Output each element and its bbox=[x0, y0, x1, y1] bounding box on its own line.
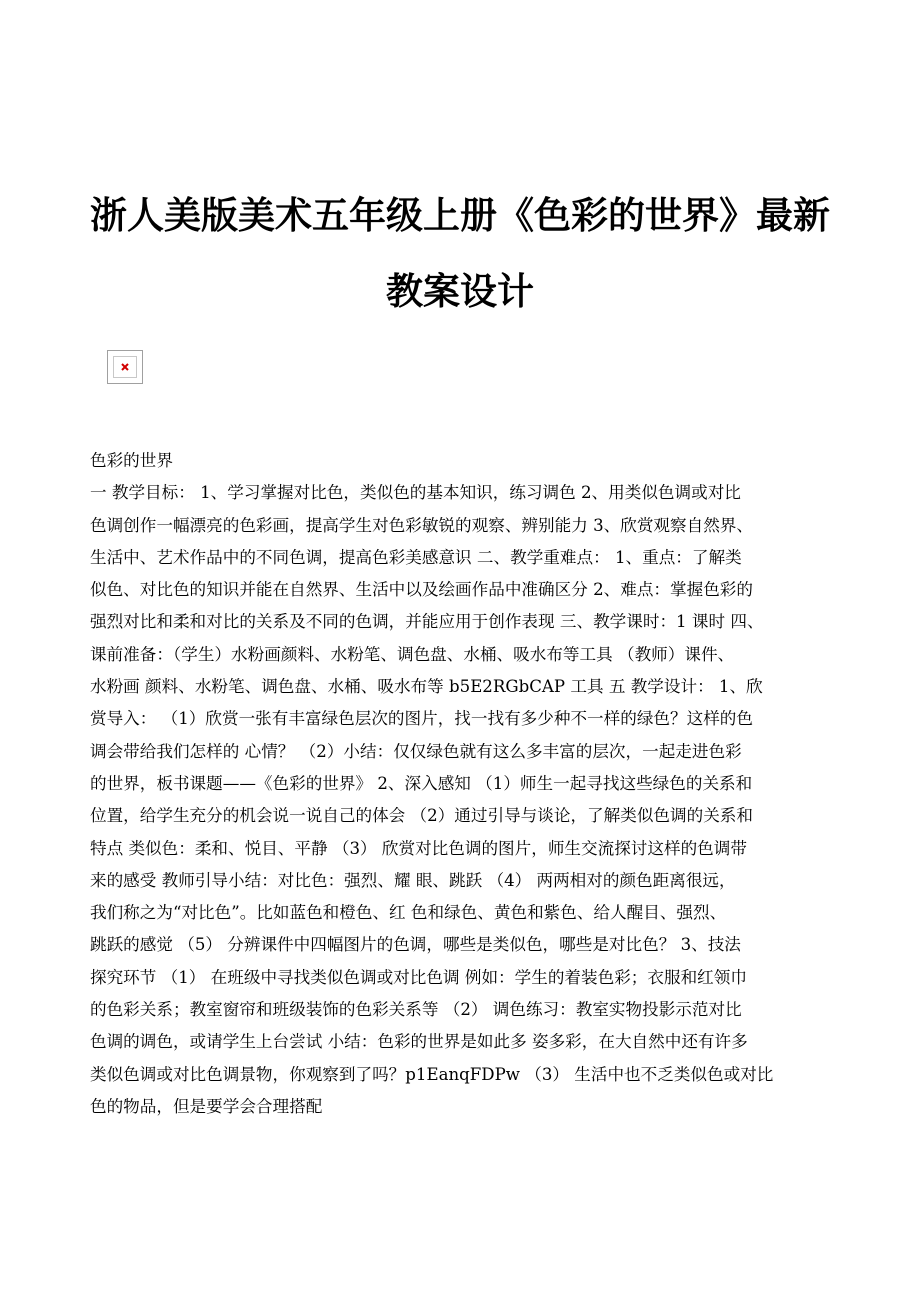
body-line: 色彩的世界 bbox=[90, 451, 173, 470]
broken-image-frame bbox=[113, 356, 137, 378]
broken-image-icon bbox=[120, 362, 130, 372]
body-line: 特点 类似色：柔和、悦目、平静 （3） 欣赏对比色调的图片，师生交流探讨这样的色调带 bbox=[90, 838, 747, 858]
body-line: 一 教学目标： 1、学习掌握对比色，类似色的基本知识，练习调色 2、用类似色调或对比 bbox=[90, 483, 741, 503]
document-body bbox=[90, 445, 835, 1123]
body-line: 生活中、艺术作品中的不同色调，提高色彩美感意识 二、教学重难点： 1、重点：了解类 bbox=[90, 547, 742, 567]
body-line: 位置，给学生充分的机会说一说自己的体会 （2）通过引导与谈论，了解类似色调的关系和 bbox=[90, 806, 753, 826]
body-line: 水粉画 颜料、水粉笔、调色盘、水桶、吸水布等 b5E2RGbCAP 工具 五 教学设计： 1、欣 bbox=[90, 677, 763, 697]
body-line: 我们称之为“对比色”。比如蓝色和橙色、红 色和绿色、黄色和紫色、给人醒目、强烈、 bbox=[90, 903, 727, 923]
document-title bbox=[0, 178, 920, 330]
body-line: 赏导入： （1）欣赏一张有丰富绿色层次的图片，找一找有多少种不一样的绿色？这样的色 bbox=[90, 709, 753, 729]
body-line: 色调创作一幅漂亮的色彩画，提高学生对色彩敏锐的观察、辨别能力 3、欣赏观察自然界、 bbox=[90, 515, 753, 535]
broken-image-placeholder bbox=[107, 350, 143, 384]
title-line-2: 教案设计 bbox=[386, 270, 534, 313]
body-line: 色调的调色，或请学生上台尝试 小结：色彩的世界是如此多 姿多彩，在大自然中还有许多 bbox=[90, 1032, 748, 1052]
body-line: 的世界，板书课题——《色彩的世界》 2、深入感知 （1）师生一起寻找这些绿色的关系和 bbox=[90, 773, 753, 793]
title-line-1: 浙人美版美术五年级上册《色彩的世界》最新 bbox=[90, 194, 830, 237]
body-line: 来的感受 教师引导小结：对比色：强烈、耀 眼、跳跃 （4） 两两相对的颜色距离很远， bbox=[90, 870, 736, 890]
body-line: 调会带给我们怎样的 心情？ （2）小结：仅仅绿色就有这么多丰富的层次，一起走进色彩 bbox=[90, 741, 742, 761]
body-line: 的色彩关系；教室窗帘和班级装饰的色彩关系等 （2） 调色练习：教室实物投影示范对比 bbox=[90, 1000, 742, 1020]
body-line: 类似色调或对比色调景物，你观察到了吗？p1EanqFDPw （3） 生活中也不乏类似色或对比 bbox=[90, 1064, 774, 1084]
body-line: 课前准备：（学生）水粉画颜料、水粉笔、调色盘、水桶、吸水布等工具 （教师）课件、 bbox=[90, 644, 735, 664]
body-line: 强烈对比和柔和对比的关系及不同的色调，并能应用于创作表现 三、教学课时：1 课时 四、 bbox=[90, 612, 764, 632]
body-line: 色的物品，但是要学会合理搭配 bbox=[90, 1096, 323, 1116]
body-line: 似色、对比色的知识并能在自然界、生活中以及绘画作品中准确区分 2、难点：掌握色彩的 bbox=[90, 580, 753, 600]
body-line: 探究环节 （1） 在班级中寻找类似色调或对比色调 例如：学生的着装色彩；衣服和红领巾 bbox=[90, 967, 747, 987]
body-line: 跳跃的感觉 （5） 分辨课件中四幅图片的色调，哪些是类似色，哪些是对比色？ 3、技法 bbox=[90, 935, 741, 955]
